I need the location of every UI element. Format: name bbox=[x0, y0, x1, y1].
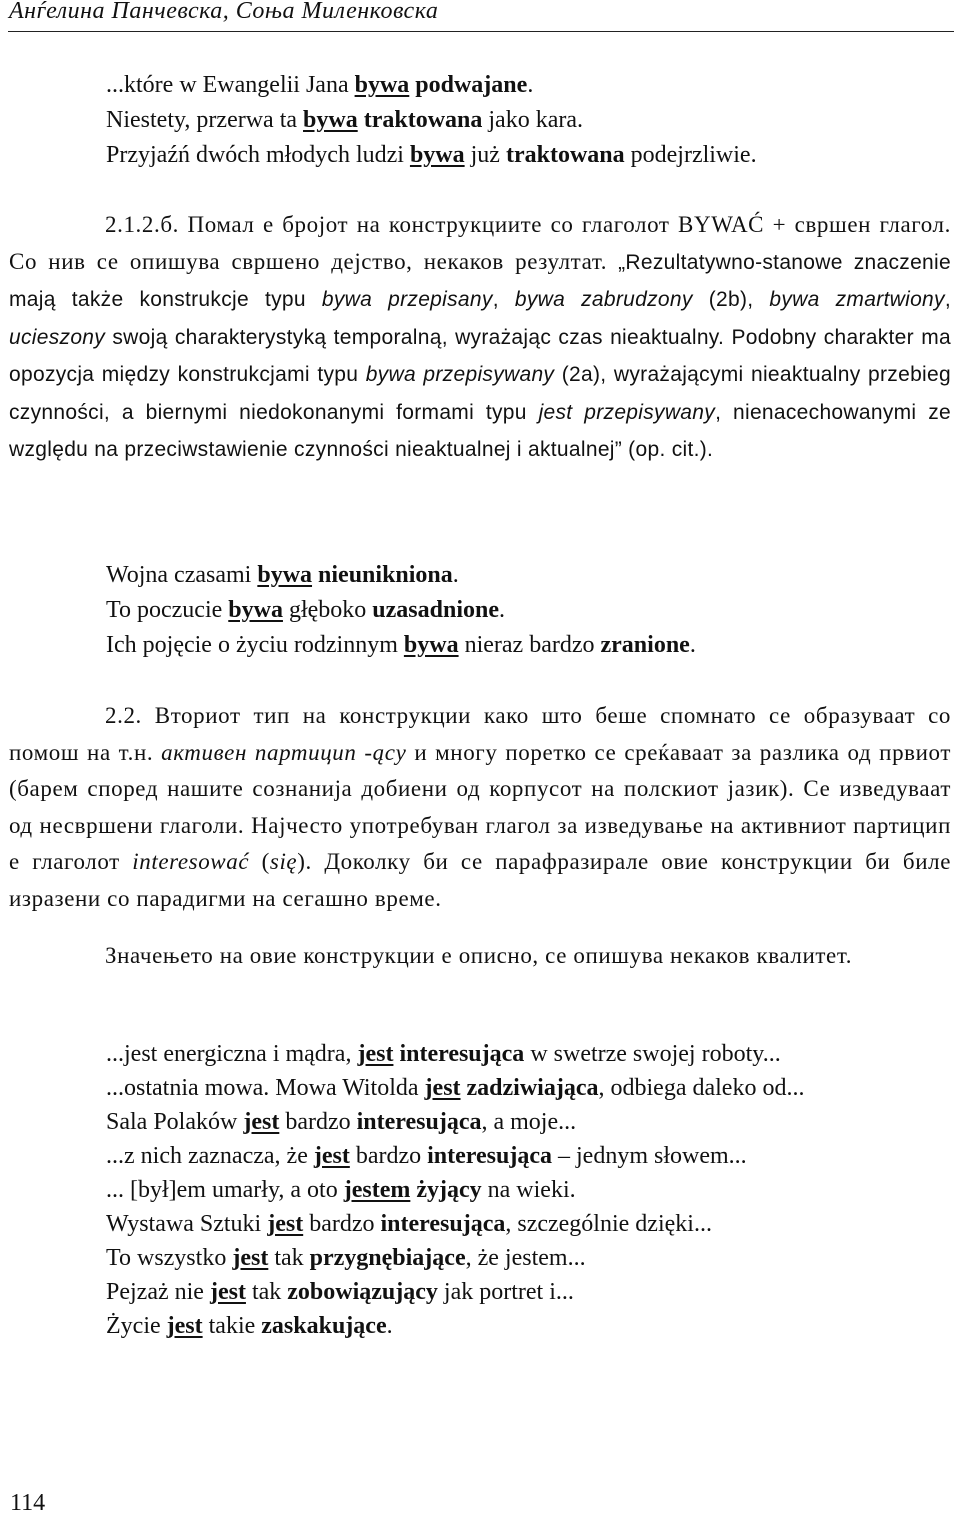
verb-highlight: jest bbox=[357, 1041, 394, 1067]
example-text: Sala Polaków bbox=[106, 1109, 244, 1135]
example-text: . bbox=[498, 597, 505, 623]
verb-highlight: bywa bbox=[409, 142, 465, 168]
verb-highlight: jest bbox=[209, 1279, 246, 1305]
example-text: . bbox=[386, 1313, 393, 1339]
verb-highlight: bywa bbox=[303, 107, 358, 133]
paragraph-meaning bbox=[9, 938, 951, 975]
participle-highlight: traktowana bbox=[363, 107, 483, 133]
paragraph-text: Значењето на овие конструкции е описно, се опишува некаков квалитет. bbox=[105, 943, 853, 968]
verb-highlight: jest bbox=[424, 1075, 461, 1101]
example-line bbox=[106, 1279, 574, 1306]
example-line bbox=[106, 1245, 586, 1272]
example-text: ... [był]em umarły, a oto bbox=[106, 1177, 344, 1203]
verb-highlight: jest bbox=[267, 1211, 304, 1237]
example-text: ...które w Ewangelii Jana bbox=[106, 72, 355, 98]
quote-italic: bywa przepisany bbox=[321, 288, 493, 311]
example-line bbox=[106, 1041, 781, 1068]
example-line bbox=[106, 1143, 747, 1170]
example-text: ...jest energiczna i mądra, bbox=[106, 1041, 358, 1067]
participle-highlight: interesująca bbox=[427, 1143, 552, 1169]
example-text: jako kara. bbox=[482, 107, 583, 133]
example-text: Życie bbox=[106, 1313, 167, 1339]
quote-text: (2a), wyrażającymi nieaktualny przebieg czynności, a biernymi niedokonanymi formami typu bbox=[9, 363, 951, 424]
example-text: – jednym słowem... bbox=[552, 1143, 747, 1169]
participle-highlight: nieuniknіona bbox=[318, 562, 453, 588]
example-text: jak portret i... bbox=[437, 1279, 574, 1305]
quote-italic: ucieszony bbox=[9, 325, 106, 349]
participle-highlight: zobowiązujący bbox=[287, 1279, 438, 1305]
header-rule bbox=[8, 31, 954, 32]
example-line bbox=[106, 142, 757, 169]
participle-highlight: interesująca bbox=[399, 1041, 525, 1067]
participle-highlight: podwajane bbox=[415, 72, 528, 98]
verb-highlight: bywa bbox=[257, 562, 313, 588]
example-text: Przyjaźń dwóch młodych ludzi bbox=[106, 142, 410, 168]
paragraph-2-1-2-b bbox=[9, 207, 951, 469]
example-text: . bbox=[452, 562, 459, 588]
paragraph-italic: interesować bbox=[132, 849, 250, 874]
quote-text: , nienacechowanymi ze względu na przeciwstawienie czynności nieaktualnej i aktualnej” (op. cit.). bbox=[9, 400, 951, 461]
example-text: ...ostatnia mowa. Mowa Witolda bbox=[106, 1075, 425, 1101]
paragraph-text: 2.2. Вториот тип на конструкции како што беше спомнато се образуваат со помош на т.н. bbox=[9, 703, 951, 765]
paragraph-2-2 bbox=[9, 698, 951, 917]
participle-highlight: interesująca bbox=[356, 1109, 482, 1135]
example-text: Ich pojęcie o życiu rodzinnym bbox=[106, 632, 404, 658]
verb-highlight: jest bbox=[166, 1313, 203, 1339]
example-text: głęboko bbox=[282, 597, 373, 623]
example-text: Niestety, przerwa ta bbox=[106, 107, 304, 133]
example-text: To wszystko bbox=[106, 1245, 233, 1271]
example-text: nieraz bardzo bbox=[458, 632, 601, 658]
participle-highlight: zadziwiająca bbox=[466, 1075, 599, 1101]
paragraph-text: и многу поретко се среќаваат за разлика од првиот (барем според нашите сознанија добиени од корпусот на полскиот јазик). Се изведуваат од несвршени глаголи. Најчесто употребуван глагол за изведување на активниот партицип е глаголот bbox=[9, 739, 951, 874]
quote-text: (2b), bbox=[692, 288, 770, 311]
quote-text: , bbox=[492, 288, 515, 311]
example-text: bardzo bbox=[349, 1143, 428, 1169]
example-text: ...z nich zaznacza, że bbox=[106, 1143, 314, 1169]
quote-italic: jest przepisywany bbox=[538, 400, 716, 424]
participle-highlight: interesująca bbox=[380, 1211, 506, 1237]
example-text: Wystawa Sztuki bbox=[106, 1211, 268, 1237]
quote-text: „Rezultatywno-stanowe znaczenie mają także konstrukcje typu bbox=[9, 250, 951, 311]
example-text: Wojna czasami bbox=[106, 562, 258, 588]
example-line bbox=[106, 632, 696, 659]
participle-highlight: zranione bbox=[600, 632, 690, 658]
example-text: bardzo bbox=[303, 1211, 381, 1237]
example-text: w swetrze swojej roboty... bbox=[524, 1041, 781, 1067]
verb-highlight: jestem bbox=[343, 1177, 411, 1203]
example-text: tak bbox=[268, 1245, 310, 1271]
example-line bbox=[106, 107, 583, 134]
paragraph-text: ( bbox=[249, 849, 270, 874]
example-line bbox=[106, 562, 459, 589]
example-line bbox=[106, 1313, 393, 1340]
example-line bbox=[106, 597, 505, 624]
example-text: , szczególnie dzięki... bbox=[505, 1211, 712, 1237]
verb-highlight: jest bbox=[232, 1245, 269, 1271]
participle-highlight: zaskakujące bbox=[261, 1313, 387, 1339]
verb-highlight: jest bbox=[243, 1109, 280, 1135]
running-header: Анѓелина Панчевска, Соња Миленковска bbox=[9, 0, 439, 24]
quote-text: swoją charakterystyką temporalną, wyrażając czas nieaktualny. Podobny charakter ma opozycja między konstrukcjami typu bbox=[9, 325, 951, 386]
participle-highlight: żyjący bbox=[416, 1177, 482, 1203]
paragraph-text: 2.1.2.б. Помал е бројот на конструкциите со глаголот BYWAĆ + свршен глагол. Со нив се опишува свршено дејство, некаков резултат. bbox=[9, 212, 951, 274]
paragraph-italic: активен партицип -ący bbox=[161, 739, 407, 765]
example-text: , odbiega daleko od... bbox=[598, 1075, 805, 1101]
example-text: Pejzaż nie bbox=[106, 1279, 210, 1305]
participle-highlight: traktowana bbox=[505, 142, 625, 168]
example-text: To poczucie bbox=[106, 597, 229, 623]
example-text: tak bbox=[245, 1279, 288, 1305]
participle-highlight: uzasadnione bbox=[372, 597, 499, 623]
paragraph-text: ). Доколку би се парафразирале овие конструкции би биле изразени со парадигми на сегашно време. bbox=[9, 849, 952, 911]
example-line bbox=[106, 1177, 576, 1204]
example-text: . bbox=[689, 632, 696, 658]
quote-italic: bywa zabrudzony bbox=[514, 288, 693, 311]
verb-highlight: bywa bbox=[403, 632, 459, 658]
verb-highlight: jest bbox=[313, 1143, 350, 1169]
example-text: bardzo bbox=[279, 1109, 357, 1135]
example-text: już bbox=[464, 142, 506, 168]
quote-text: , bbox=[944, 288, 951, 311]
participle-highlight: przygnębiające bbox=[309, 1245, 466, 1271]
quote-italic: bywa zmartwiony bbox=[769, 288, 945, 311]
example-line bbox=[106, 1211, 712, 1238]
example-text: , że jestem... bbox=[465, 1245, 586, 1271]
example-line bbox=[106, 1109, 576, 1136]
example-line bbox=[106, 72, 533, 99]
example-text: takie bbox=[202, 1313, 262, 1339]
example-text: podejrzliwie. bbox=[624, 142, 757, 168]
page-number: 114 bbox=[10, 1490, 46, 1516]
example-text: , a moje... bbox=[481, 1109, 577, 1135]
verb-highlight: bywa bbox=[354, 72, 410, 98]
quote-italic: bywa przepisywany bbox=[365, 363, 555, 386]
paragraph-italic: się bbox=[269, 849, 298, 874]
verb-highlight: bywa bbox=[228, 597, 283, 623]
example-text: . bbox=[527, 72, 534, 98]
example-text: na wieki. bbox=[481, 1177, 576, 1203]
example-line bbox=[106, 1075, 804, 1102]
